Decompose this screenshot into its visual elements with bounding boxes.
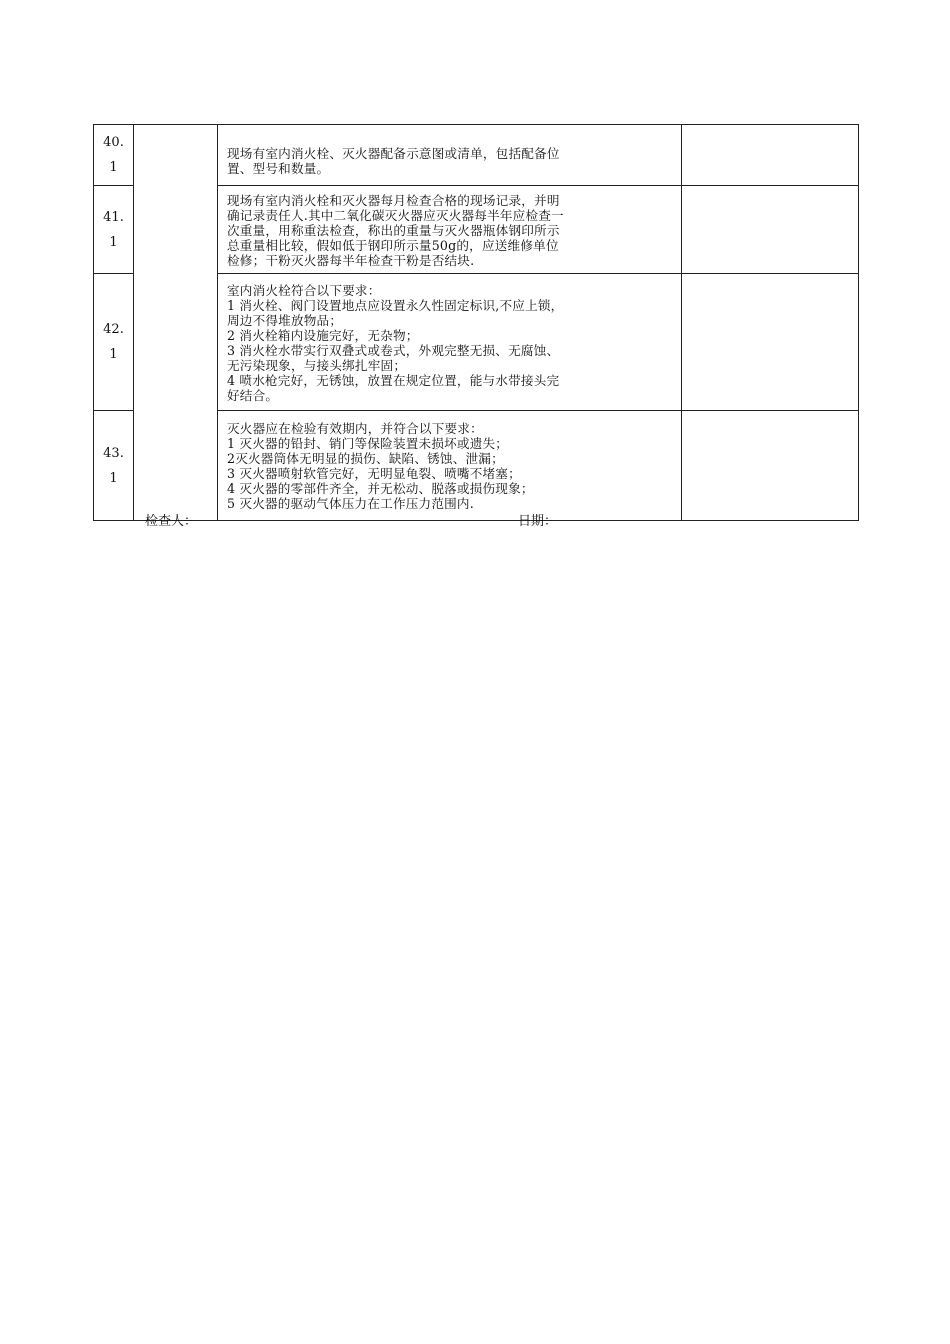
- item-number-part: 40.: [103, 135, 124, 150]
- inspection-table: [93, 124, 859, 521]
- requirement-cell: [218, 411, 682, 521]
- requirement-line: 4 灭火器的零部件齐全，并无松动、脱落或损伤现象；: [227, 481, 534, 496]
- requirement-line: 灭火器应在检验有效期内，并符合以下要求：: [227, 421, 483, 436]
- item-number-cell: [94, 411, 134, 521]
- requirement-line: 4 喷水枪完好，无锈蚀，放置在规定位置，能与水带接头完: [227, 373, 560, 388]
- requirement-line: 检修；干粉灭火器每半年检查干粉是否结块.: [227, 253, 475, 268]
- requirement-line: 次重量，用称重法检查，称出的重量与灭火器瓶体钢印所示: [227, 223, 560, 238]
- requirement-line: 1 消火栓、阀门设置地点应设置永久性固定标识,不应上锁，: [227, 298, 564, 313]
- inspector-label: 检查人：: [145, 514, 198, 529]
- item-number-part: 1: [109, 160, 118, 175]
- result-cell[interactable]: [682, 274, 859, 411]
- item-number-part: 1: [109, 470, 118, 486]
- requirement-line: 1 灭火器的铅封、销门等保险装置未损坏或遗失；: [227, 436, 509, 451]
- requirement-line: 现场有室内消火栓和灭火器每月检查合格的现场记录，并明: [227, 193, 560, 208]
- requirement-line: 5 灭火器的驱动气体压力在工作压力范围内.: [227, 496, 474, 511]
- requirement-line: 周边不得堆放物品；: [227, 313, 343, 328]
- requirement-line: 室内消火栓符合以下要求：: [227, 283, 381, 298]
- item-number-part: 42.: [103, 322, 124, 337]
- requirement-cell: [218, 274, 682, 411]
- requirement-line: 无污染现象，与接头绑扎牢固；: [227, 358, 407, 373]
- requirement-line: 好结合。: [227, 388, 279, 403]
- requirement-line: 现场有室内消火栓、灭火器配备示意图或清单，包括配备位: [227, 145, 560, 161]
- item-number-cell: [94, 186, 134, 274]
- category-cell: [134, 125, 218, 521]
- signature-footer: [0, 508, 950, 528]
- item-number-cell: [94, 274, 134, 411]
- requirement-line: 2 消火栓箱内设施完好，无杂物；: [227, 328, 419, 343]
- table-row: [94, 125, 859, 186]
- requirement-line: 置、型号和数量。: [227, 160, 330, 176]
- item-number-cell: [94, 125, 134, 186]
- requirement-cell: [218, 186, 682, 274]
- result-cell[interactable]: [682, 411, 859, 521]
- requirement-line: 总重量相比较，假如低于钢印所示量50g的，应送维修单位: [227, 238, 559, 253]
- result-cell[interactable]: [682, 125, 859, 186]
- date-label: 日期：: [518, 514, 558, 529]
- item-number-part: 1: [109, 347, 118, 362]
- item-number-part: 43.: [103, 445, 124, 461]
- requirement-line: 3 消火栓水带实行双叠式或卷式，外观完整无损、无腐蚀、: [227, 343, 560, 358]
- requirement-line: 2灭火器筒体无明显的损伤、缺陷、锈蚀、泄漏；: [227, 451, 504, 466]
- result-cell[interactable]: [682, 186, 859, 274]
- requirement-cell: [218, 125, 682, 186]
- requirement-line: 3 灭火器喷射软管完好，无明显龟裂、喷嘴不堵塞；: [227, 466, 521, 481]
- requirement-line: 确记录责任人.其中二氧化碳灭火器应灭火器每半年应检查一: [227, 208, 564, 223]
- item-number-part: 41.: [103, 209, 124, 225]
- item-number-part: 1: [109, 234, 118, 250]
